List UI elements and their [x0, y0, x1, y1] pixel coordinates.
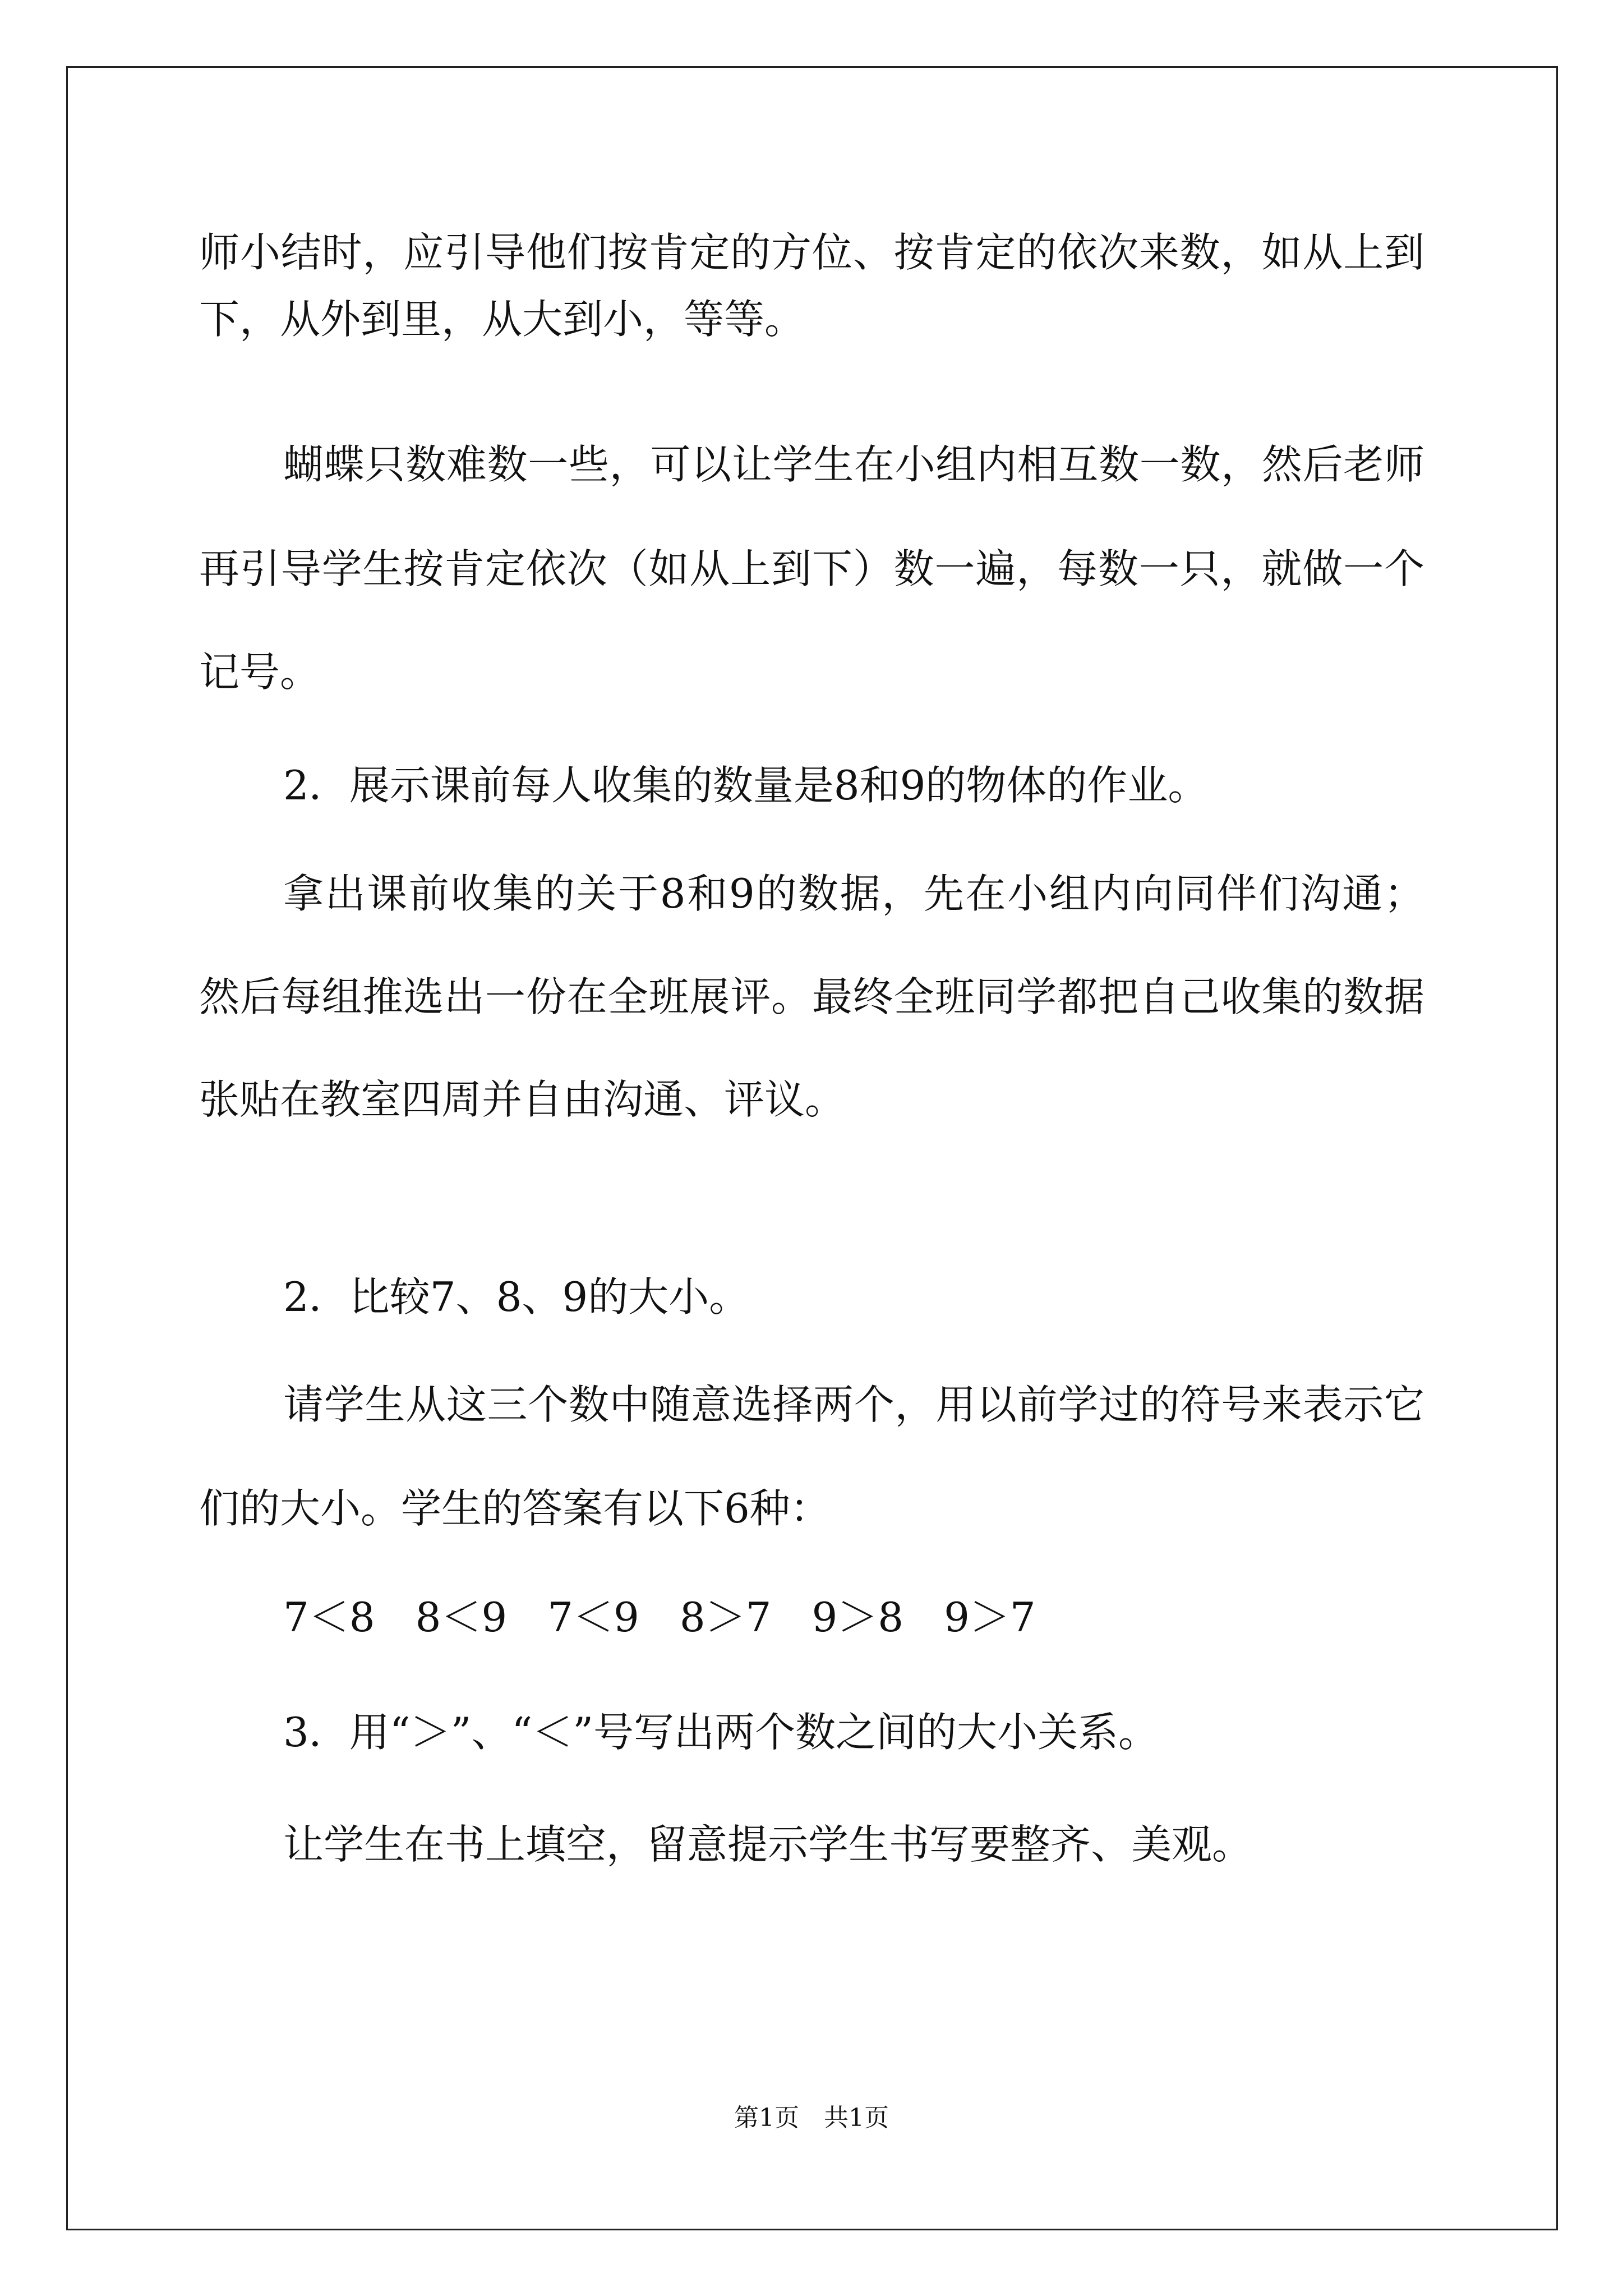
text-line: 蝴蝶只数难数一些，可以让学生在小组内相互数一数，然后老师	[283, 441, 1424, 488]
text-line: 下，从外到里，从大到小，等等。	[199, 296, 805, 343]
text-line: 让学生在书上填空，留意提示学生书写要整齐、美观。	[283, 1821, 1253, 1868]
text-line: 张贴在教室四周并自由沟通、评议。	[199, 1076, 846, 1123]
document-body	[199, 0, 1424, 2076]
text-line: 师小结时，应引导他们按肯定的方位、按肯定的依次来数，如从上到	[199, 229, 1424, 276]
text-line: 拿出课前收集的关于8和9的数据，先在小组内向同伴们沟通；	[283, 870, 1424, 917]
text-line: 2．展示课前每人收集的数量是8和9的物体的作业。	[283, 762, 1209, 809]
text-line: 2．比较7、8、9的大小。	[283, 1273, 750, 1320]
text-line: 记号。	[199, 648, 321, 696]
text-line: 再引导学生按肯定依次（如从上到下）数一遍，每数一只，就做一个	[199, 545, 1424, 592]
text-line: 然后每组推选出一份在全班展评。最终全班同学都把自己收集的数据	[199, 973, 1424, 1020]
text-line: 请学生从这三个数中随意选择两个，用以前学过的符号来表示它	[283, 1381, 1424, 1428]
text-line: 7＜8 8＜9 7＜9 8＞7 9＞8 9＞7	[283, 1594, 1036, 1641]
page-footer: 第1页 共1页	[734, 2104, 889, 2132]
text-line: 3．用“＞”、“＜”号写出两个数之间的大小关系。	[283, 1709, 1159, 1756]
text-line: 们的大小。学生的答案有以下6种：	[199, 1485, 831, 1532]
